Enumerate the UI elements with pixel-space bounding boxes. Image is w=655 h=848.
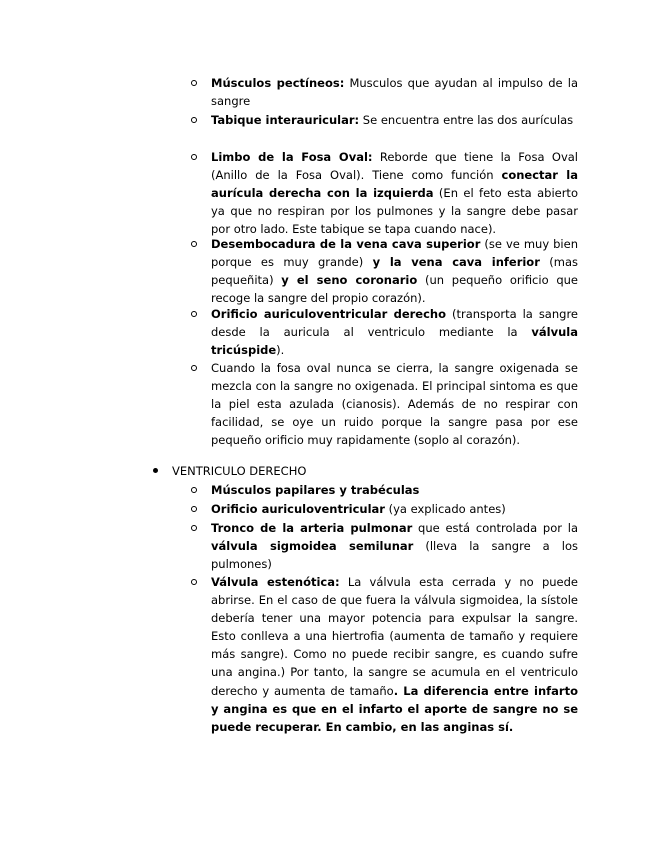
hollow-bullet-icon (191, 506, 197, 512)
bullet-icon (153, 468, 158, 473)
list-item-orificio-av: Orificio auriculoventricular (ya explicado antes) (211, 502, 506, 516)
list-item-musculos-papilares: Músculos papilares y trabéculas (211, 483, 420, 497)
list-item-orificio-derecho: Orificio auriculoventricular derecho (transporta la sangre desde la auricula al ventriculo mediante la válvula tricúspide). (211, 307, 578, 358)
list-item-desembocadura-venas: Desembocadura de la vena cava superior (se ve muy bien porque es muy grande) y la vena cava inferior (mas pequeñita) y el seno coronario (un pequeño orificio que recoge la sangre del propio corazón). (211, 237, 578, 306)
hollow-bullet-icon (191, 487, 197, 493)
hollow-bullet-icon (191, 80, 197, 86)
hollow-bullet-icon (191, 154, 197, 160)
hollow-bullet-icon (191, 365, 197, 371)
list-item-fosa-oval-note: Cuando la fosa oval nunca se cierra, la sangre oxigenada se mezcla con la sangre no oxigenada. El principal sintoma es que la piel esta azulada (cianosis). Además de no respirar con facilidad, se oye un ruido porque la sangre pasa por ese pequeño orificio muy rapidamente (soplo al corazón). (211, 361, 578, 448)
list-item-musculos-pectineos: Músculos pectíneos: Musculos que ayudan al impulso de la sangre (211, 76, 578, 109)
list-item-arteria-pulmonar: Tronco de la arteria pulmonar que está controlada por la válvula sigmoidea semilunar (lleva la sangre a los pulmones) (211, 521, 578, 572)
section-heading-ventriculo: VENTRICULO DERECHO (172, 464, 307, 478)
list-item-valvula-estenotica: Válvula estenótica: La válvula esta cerrada y no puede abrirse. En el caso de que fuera la válvula sigmoidea, la sístole debería tener una mayor potencia para expulsar la sangre. Esto conlleva a una hiertrofia (aumenta de tamaño y requiere más sangre). Como no puede recibir sangre, es cuando sufre una angina.) Por tanto, la sangre se acumula en el ventriculo derecho y aumenta de tamaño. La diferencia entre infarto y angina es que en el infarto el aporte de sangre no se puede recuperar. En cambio, en las anginas sí. (211, 575, 579, 734)
hollow-bullet-icon (191, 311, 197, 317)
list-item-limbo-fosa-oval: Limbo de la Fosa Oval: Reborde que tiene la Fosa Oval (Anillo de la Fosa Oval). Tiene como función conectar la aurícula derecha con la izquierda (En el feto esta abierto ya que no respiran por los pulmones y la sangre debe pasar por otro lado. Este tabique se tapa cuando nace). (211, 150, 579, 237)
hollow-bullet-icon (191, 579, 197, 585)
hollow-bullet-icon (191, 117, 197, 123)
hollow-bullet-icon (191, 241, 197, 247)
hollow-bullet-icon (191, 525, 197, 531)
list-item-tabique-interauricular: Tabique interauricular: Se encuentra entre las dos aurículas (211, 113, 574, 127)
